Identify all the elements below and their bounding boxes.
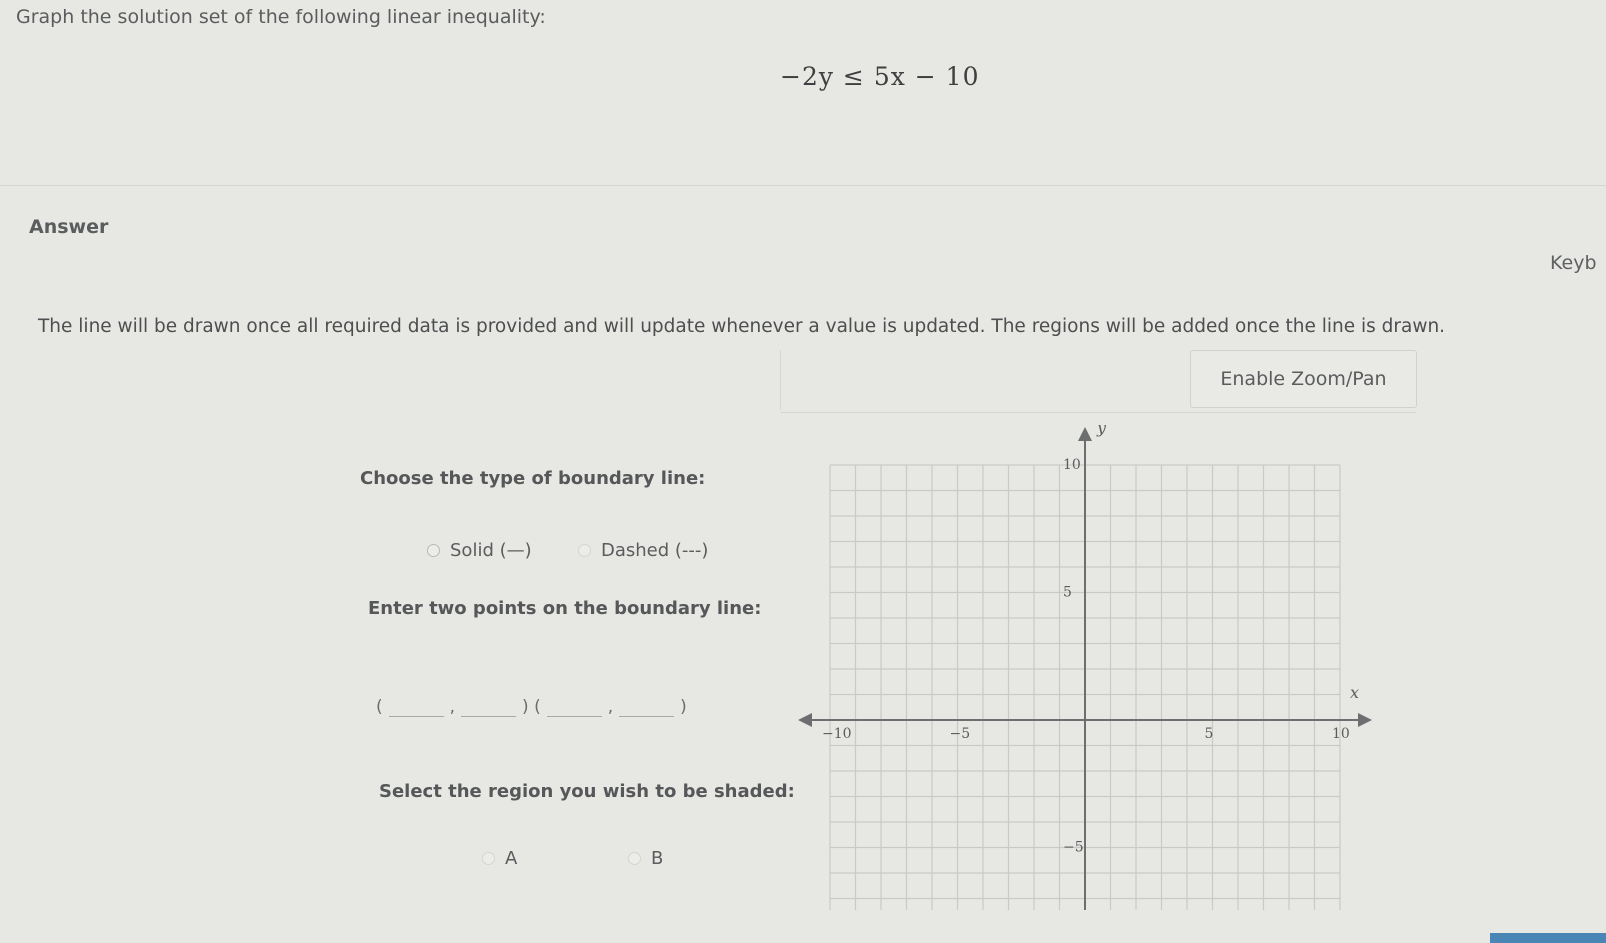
- y-tick-label: 10: [1063, 457, 1081, 473]
- region-a-radio[interactable]: [482, 852, 495, 865]
- region-b-option[interactable]: [628, 848, 663, 869]
- y-axis-arrow-up: [1078, 427, 1092, 441]
- graph-labels: [822, 425, 1359, 856]
- point1-y-input[interactable]: [461, 694, 516, 717]
- y-tick-label: −5: [1063, 839, 1084, 856]
- region-prompt: Select the region you wish to be shaded:: [379, 781, 795, 802]
- x-tick-label: 10: [1332, 726, 1350, 742]
- instructions-text: The line will be drawn once all required data is provided and will update whenever a value is updated. The regions will be added once the line is drawn.: [38, 316, 1446, 337]
- enable-zoom-pan-button[interactable]: Enable Zoom/Pan: [1190, 350, 1417, 408]
- solid-label: Solid (—): [450, 540, 532, 561]
- x-tick-label: −5: [949, 726, 971, 742]
- x-axis-label: x: [1350, 683, 1360, 702]
- dashed-label: Dashed (---): [601, 540, 709, 561]
- region-a-label: A: [505, 848, 518, 869]
- section-divider: [0, 185, 1606, 186]
- dashed-option[interactable]: [578, 540, 708, 561]
- panel-divider: [780, 412, 1416, 413]
- solid-radio[interactable]: [427, 544, 440, 557]
- dashed-radio[interactable]: [578, 544, 591, 557]
- question-text: Graph the solution set of the following linear inequality:: [16, 6, 546, 28]
- comma-1: ,: [449, 697, 456, 717]
- keyboard-toggle[interactable]: Keyb: [1550, 252, 1597, 274]
- point1-x-input[interactable]: [389, 694, 444, 717]
- region-a-option[interactable]: [482, 848, 517, 869]
- point2-x-input[interactable]: [547, 694, 602, 717]
- close-paren-2: ): [680, 697, 687, 717]
- x-axis-arrow-left: [798, 713, 812, 727]
- y-axis-label: y: [1097, 425, 1107, 437]
- open-paren-1: (: [376, 697, 383, 717]
- region-b-radio[interactable]: [628, 852, 641, 865]
- points-inputs: [376, 694, 687, 717]
- coordinate-graph[interactable]: [790, 425, 1390, 910]
- comma-2: ,: [607, 697, 614, 717]
- x-tick-label: 5: [1204, 726, 1214, 742]
- point2-y-input[interactable]: [619, 694, 674, 717]
- inequality-expression: −2y ≤ 5x − 10: [780, 62, 980, 91]
- panel-border: [780, 350, 781, 410]
- points-prompt: Enter two points on the boundary line:: [368, 598, 762, 619]
- y-tick-label: 5: [1063, 584, 1072, 601]
- x-axis-arrow-right: [1358, 713, 1372, 727]
- close-open-paren: ) (: [522, 697, 541, 717]
- solid-option[interactable]: [427, 540, 532, 561]
- boundary-type-prompt: Choose the type of boundary line:: [360, 468, 706, 489]
- bottom-action-bar[interactable]: [1490, 933, 1606, 943]
- x-tick-label: −10: [822, 726, 852, 742]
- answer-heading: Answer: [29, 216, 109, 238]
- region-b-label: B: [651, 848, 664, 869]
